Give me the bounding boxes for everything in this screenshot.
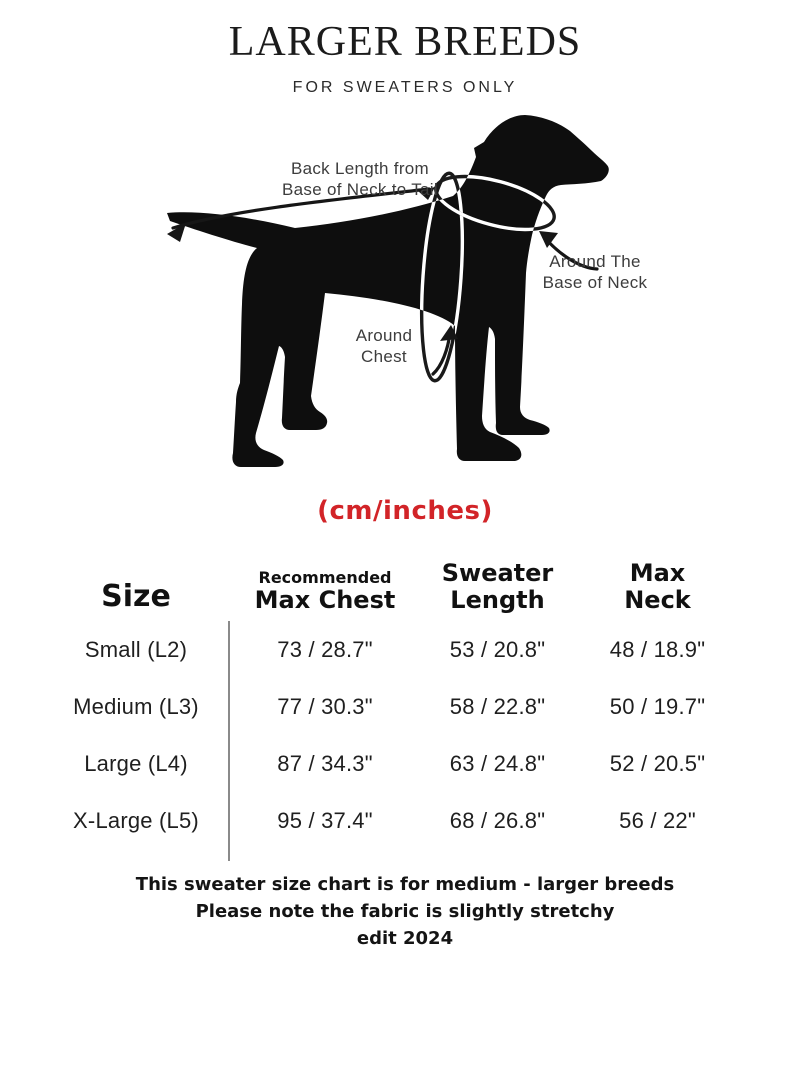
measurement-diagram bbox=[145, 101, 665, 483]
page-subtitle: FOR SWEATERS ONLY bbox=[292, 79, 518, 96]
header-max-chest-main: Max Chest bbox=[254, 586, 396, 614]
size-table-body bbox=[42, 621, 742, 849]
back-length-label-line2: Base of Neck to Tail bbox=[282, 180, 438, 199]
page-title: LARGER BREEDS bbox=[228, 19, 582, 65]
header-max-neck-top: Max bbox=[629, 559, 686, 587]
cell-length: 53 / 20.8" bbox=[449, 636, 546, 662]
header-sweater-length-main: Length bbox=[450, 586, 545, 614]
back-length-label-line1: Back Length from bbox=[290, 159, 430, 178]
header-max-chest bbox=[230, 568, 420, 614]
cell-neck: 48 / 18.9" bbox=[609, 636, 706, 662]
footer-note bbox=[0, 871, 810, 952]
cell-chest: 95 / 37.4" bbox=[277, 807, 373, 833]
footer-line2: Please note the fabric is slightly stretchy bbox=[195, 901, 615, 922]
cell-size: Medium (L3) bbox=[73, 693, 199, 719]
table-row bbox=[42, 792, 742, 849]
cell-chest: 77 / 30.3" bbox=[277, 693, 373, 719]
around-neck-label-line2: Base of Neck bbox=[542, 273, 648, 292]
around-chest-label-line1: Around bbox=[355, 326, 413, 345]
units-note: (cm/inches) bbox=[317, 496, 493, 526]
cell-size: X-Large (L5) bbox=[73, 807, 199, 833]
cell-neck: 50 / 19.7" bbox=[609, 693, 706, 719]
around-neck-label-line1: Around The bbox=[549, 252, 641, 271]
footer-line1: This sweater size chart is for medium - larger breeds bbox=[135, 874, 675, 895]
cell-length: 58 / 22.8" bbox=[449, 693, 546, 719]
header-size: Size bbox=[101, 579, 171, 614]
cell-chest: 73 / 28.7" bbox=[277, 636, 373, 662]
around-chest-label-line2: Chest bbox=[361, 347, 407, 366]
header-max-neck-main: Neck bbox=[624, 586, 691, 614]
back-length-label bbox=[230, 158, 490, 200]
footer-line3: edit 2024 bbox=[356, 928, 454, 949]
cell-length: 68 / 26.8" bbox=[449, 807, 546, 833]
cell-size: Large (L4) bbox=[84, 750, 188, 776]
header-sweater-length-top: Sweater bbox=[441, 559, 554, 587]
around-neck-label bbox=[497, 251, 693, 293]
table-row bbox=[42, 621, 742, 678]
table-row bbox=[42, 678, 742, 735]
header-sweater-length bbox=[420, 560, 575, 614]
cell-neck: 56 / 22" bbox=[619, 807, 696, 833]
header-max-neck bbox=[575, 560, 740, 614]
size-table-header bbox=[42, 560, 742, 614]
size-table bbox=[42, 560, 742, 849]
header-max-chest-top: Recommended bbox=[258, 568, 392, 587]
cell-chest: 87 / 34.3" bbox=[277, 750, 373, 776]
around-chest-label bbox=[324, 325, 444, 367]
column-divider bbox=[228, 621, 230, 861]
table-row bbox=[42, 735, 742, 792]
cell-neck: 52 / 20.5" bbox=[609, 750, 706, 776]
cell-length: 63 / 24.8" bbox=[449, 750, 546, 776]
cell-size: Small (L2) bbox=[84, 636, 188, 662]
